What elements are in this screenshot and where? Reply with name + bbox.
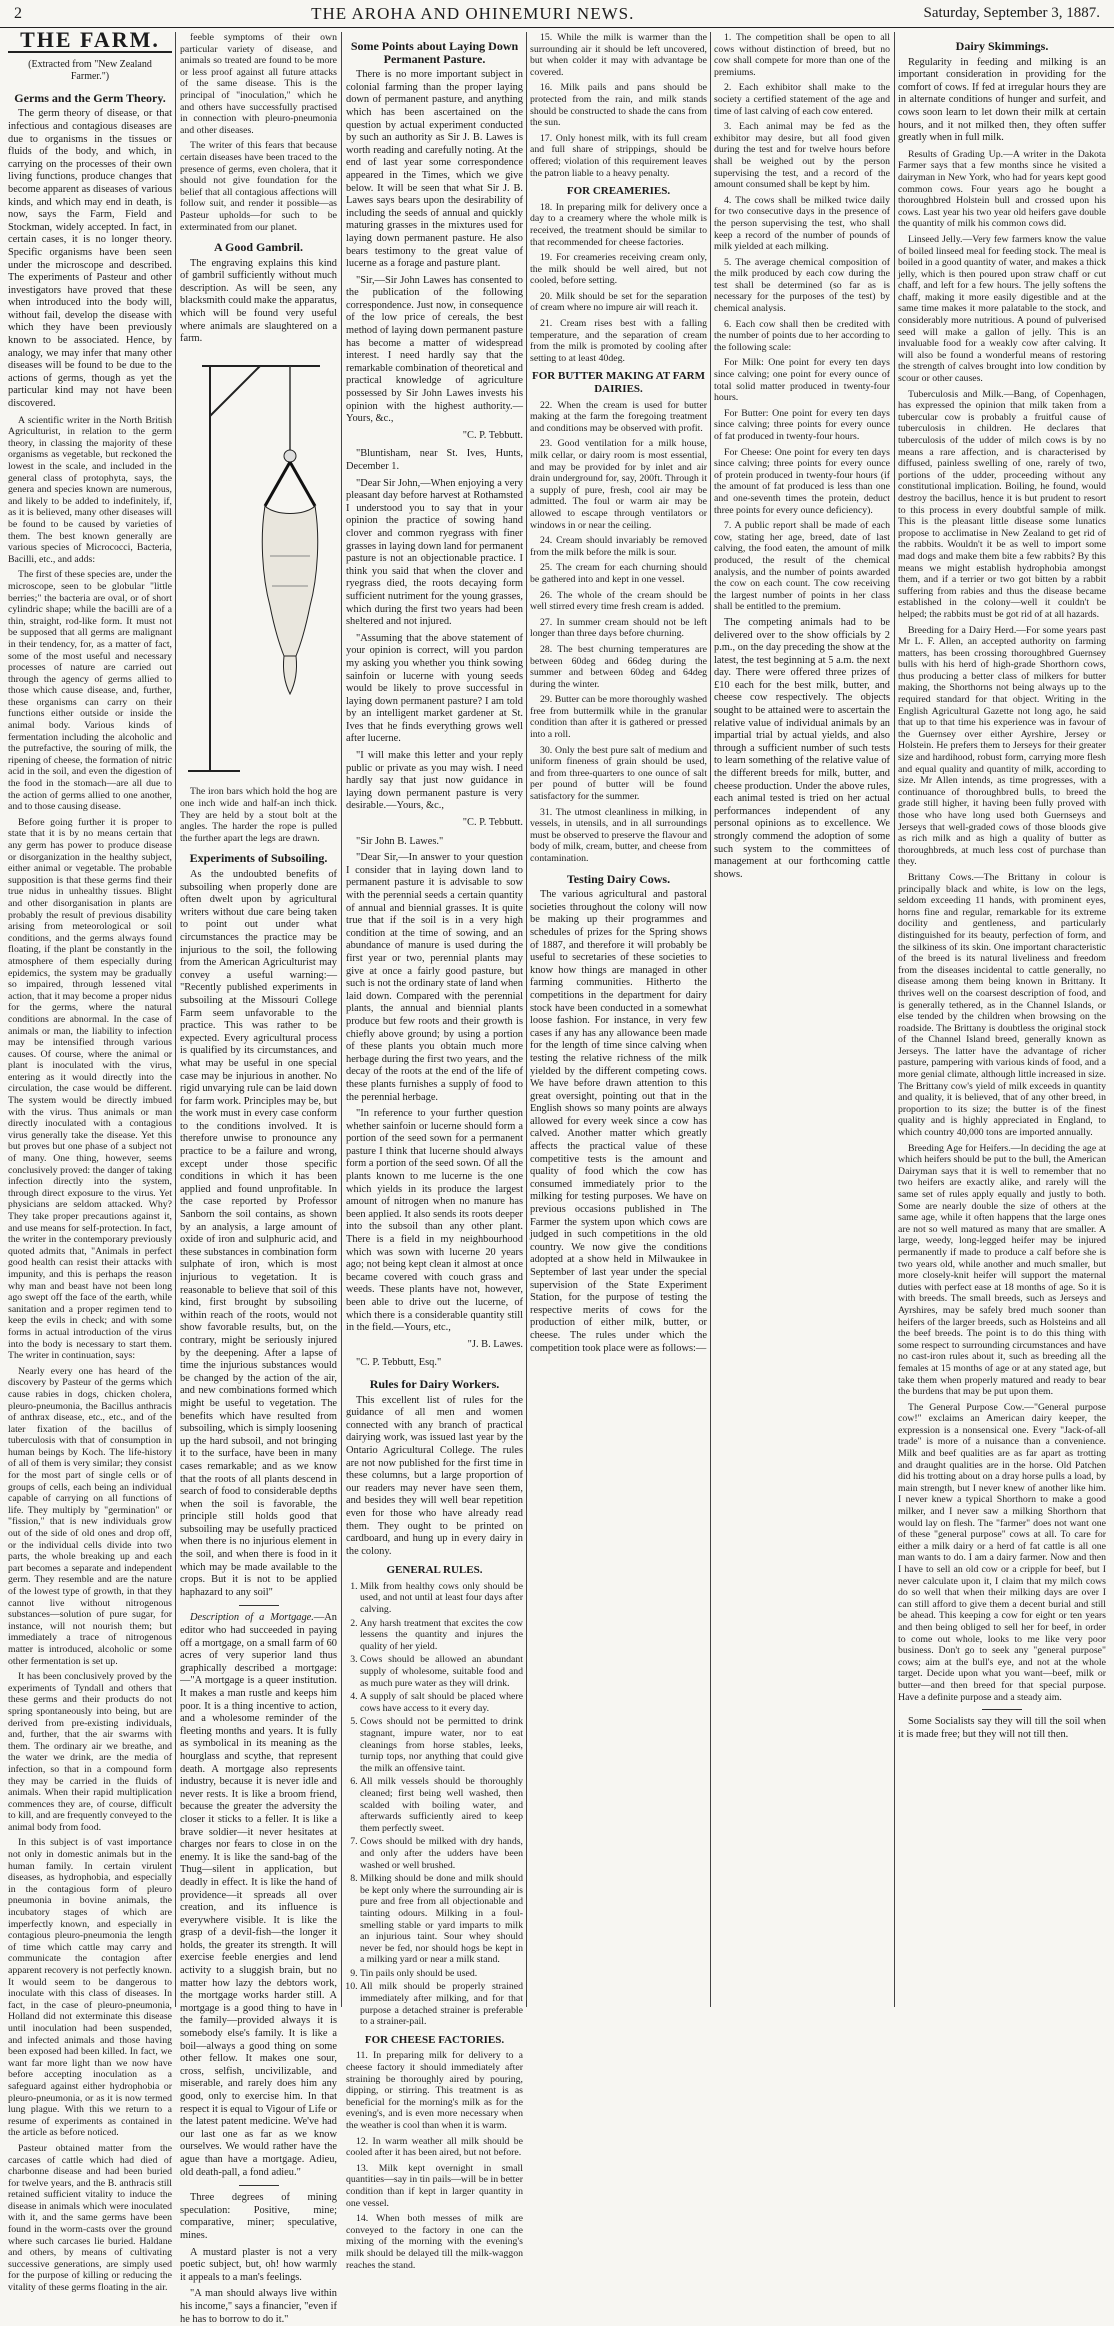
list-item: 9. Tin pails only should be used. (360, 1968, 523, 1980)
signature: "C. P. Tebbutt. (462, 429, 523, 441)
paragraph: The first of these species are, under the microscope, seen to be globular "little berries;" the bacteria are oval, or of short cylindric shape; while the bacilli are of a thin, straight, rod-like form. It must not be supposed that all germs are malignant in their tendency, for, as a matter of fact, some of the most useful and necessary processes of nature are carried out through the agency of germs allied to those which cause disease, and, further, these organisms can carry on their functions either outside or inside the animal body. Various kinds of fermentation including the alcoholic and the putrefactive, the souring of milk, the ripening of cheese, the formation of nitric acid in the soil, and even the digestion of the food in the stomach—are all due to the action of germs allied to one another, and to those causing disease. (8, 569, 172, 813)
pulley (284, 450, 296, 462)
paragraph: 22. When the cream is used for butter making at the farm the foregoing treatment and conditions may be observed with profit. (530, 399, 707, 434)
paragraph: Linseed Jelly.—Very few farmers know the value of boiled linseed meal for feeding stock. The meal is boiled in a good quantity of water, and makes a thick jelly, which is then poured upon straw chaff or cut chaff, and left for a few hours. The jelly softens the chaff, making it more easily digestible and at the same time makes it more palatable to the stock, and considerably more nutritious. A pound of pulverised seed will make a gallon of jelly. This is an invaluable food for a weakly cow after calving. It will also be found a wonderful means of restoring the strength of calves brought into low condition by scour or other causes. (898, 233, 1106, 385)
paragraph: "Sir,—Sir John Lawes has consented to the publication of the following correspondence. Just now, in consequence of the low price of cereals, the best method of laying down permanent pasture has become a matter of widespread interest. I need hardly say that the remarkable combination of theoretical and practical knowledge of agriculture possessed by Sir John Lawes invests his opinion with the highest authority.—Yours, &c., (346, 274, 523, 425)
paragraph: As the undoubted benefits of subsoiling when properly done are often dwelt upon by agricultural writers without due care being taken to point out under what circumstances the practice may be injurious to the soil, the following from the American Agriculturist may convey a useful warning:— "Recently published experiments in subsoiling at the Missouri College Farm seem unfavorable to the practice. This was rather to be expected. Every agricultural process is qualified by its circumstances, and what may be useful in one special case may be injurious in another. No rigid unvarying rule can be laid down for farm work. Principles may be, but the work must in every case conform to the conditions involved. It is therefore unwise to pronounce any practice to be a failure and wrong, except under those specific conditions in which it has been applied and found unprofitable. In the case reported by Professor Sanborn the soil contains, as shown by an analysis, a large amount of oxide of iron and sulphuric acid, and these substances in combination form sulphate of iron, which is most injurious to vegetation. It is reasonable to believe that soil of this kind, first brought by subsoiling within reach of the roots, would not show favorable results, but, on the contrary, might be seriously injured by the deepening. After a lapse of time the injurious substances would be changed by the action of the air, and new combinations formed which might be useful to vegetation. The benefits which have resulted from subsoiling, which is simply loosening up the hard subsoil, and not bringing it to the surface, have been in many cases remarkable; and as we know that the roots of all plants descend in search of food to considerable depths when the soil is favorable, the principle still holds good that subsoiling may be usefully practiced when there is no injurious element in the soil, and when there is food in it which may be made available to the crops. But it is not to be applied haphazard to any soil" (180, 869, 337, 1598)
gambril-illustration (180, 356, 330, 776)
divider (239, 2185, 279, 2186)
hog (262, 506, 317, 694)
newspaper-title: THE AROHA AND OHINEMURI NEWS. (311, 3, 635, 23)
paragraph: Regularity in feeding and milking is an important consideration in providing for the comfort of cows. If fed at irregular hours they are in alternate conditions of hunger and surfeit, and cows soon learn to let down their milk at certain hours, and it not milked then, they often suffer greatly when in full milk. (898, 56, 1106, 144)
article-headline: Dairy Skimmings. (955, 39, 1049, 53)
paragraph: "I will make this letter and your reply public or private as you may wish. I need hardly say that just now guidance in laying down permanent pasture is very desirable.—Yours, &c., (346, 750, 523, 812)
paragraph: 23. Good ventilation for a milk house, milk cellar, or dairy room is most essential, and may be provided for by inlet and air drain underground for, say, 200ft. Through it a supply of pure, fresh, cool air may be admitted. The foul or warm air may be allowed to escape through ventilators or windows in or near the ceiling. (530, 438, 707, 531)
paragraph: Before going further it is proper to state that it is by no means certain that any germ has power to produce disease or disorganization in the healthy subject, either animal or vegetable. The probable supposition is that these germs find their true nidus in unhealthy tissues. Blight and other disorganisation in plants are probably the result of previous disability arising from meteorological or soil conditions, and the germs always found floating, if the plant be constantly in the atmosphere of them especially during epidemics, the system may be gradually so impaired, through lessened vital action, that it may become a proper nidus for the germs, where the natural conditions are abnormal. In the case of animals or man, the liability to infection may be intensified through various causes. Of course, where the animal or plant is inoculated with the virus, entering as it would directly into the circulation, the case would be different. The system would be directly imbued with the virus. Thus animals or man directly inoculated with a contagious virus generally take the disease. Yet this but proves but one phase of a subject not of many. One thing, however, seems conclusively proved: the danger of taking infection directly into the system, through direct exposure to the virus. Yet physicians are seldom attacked. Why? They take proper precautions against it, and use means for self-protection. In fact, the writer in the contemporary previously quoted admits that, "Animals in perfect good health can resist their attacks with impunity, and this is perhaps the reason why man and beast have not been long ago swept off the face of the earth, while sanitation and a proper regimen tend to keep the evils in check; and with some forms in actual introduction of the virus into the body is necessary to start them. The writer in continuation, says: (8, 816, 172, 1362)
paragraph: 27. In summer cream should not be left longer than three days before churning. (530, 616, 707, 640)
article-headline: Rules for Dairy Workers. (369, 1376, 500, 1391)
paragraph: 26. The whole of the cream should be well stirred every time fresh cream is added. (530, 589, 707, 613)
paragraph: 2. Each exhibitor shall make to the society a certified statement of the age and time of last calving of each cow entered. (714, 82, 890, 117)
paragraph: The engraving explains this kind of gambril sufficiently without much description. As will be seen, any blacksmith could make the apparatus, which will be found very useful where animals are slaughtered on a farm. (180, 257, 337, 345)
article-headline: Some Points about Laying Down Permanent Pasture. (350, 39, 519, 66)
subsection-head: FOR CREAMERIES. (566, 185, 671, 198)
list-item: 4. A supply of salt should be placed where cows have access to it every day. (360, 1691, 523, 1714)
paragraph: "C. P. Tebbutt, Esq." (356, 1357, 442, 1369)
paragraph: 5. The average chemical composition of the milk produced by each cow during the test shall be determined (so far as is necessary for the purposes of the test) by chemical analysis. (714, 256, 890, 315)
paragraph: 30. Only the best pure salt of medium and uniform fineness of grain should be used, and from three-quarters to one ounce of salt per pound of butter will be found satisfactory for the summer. (530, 744, 707, 803)
section-title: THE FARM. (8, 34, 172, 53)
subsection-head: FOR BUTTER MAKING AT FARM DAIRIES. (532, 370, 705, 396)
columns (0, 27, 1114, 2325)
masthead (0, 0, 1114, 28)
paragraph: "A man should always live within his income," says a financier, "even if he has to borrow to do it." (180, 2288, 337, 2325)
paragraph: This excellent list of rules for the guidance of all men and women connected with any branch of practical dairying work, was issued last year by the Ontario Agricultural College. The rules are not now published for the first time in these columns, but a large proportion of our readers may never have seen them, and besides they will well bear repetition even for those who have already read them. They ought to be printed on cardboard, and hung up in every dairy in the colony. (346, 1394, 523, 1557)
paragraph: 16. Milk pails and pans should be protected from the rain, and milk stands should be constructed to shade the cans from the sun. (530, 82, 707, 129)
paragraph: Results of Grading Up.—A writer in the Dakota Farmer says that a few months since he visited a dairyman in New York, who had for years kept good common cows. Four years ago he bought a thoroughbred Holstein bull and crossed upon his cows. Last year his two year old heifers gave double the quantity of milk his common cows did. (898, 148, 1106, 230)
paragraph: Brittany Cows.—The Brittany in colour is principally black and white, is low on the legs, seldom exceeding 11 hands, with prominent eyes, horns fine and regular, remarkable for its extreme docility and gentleness, and particularly distinguished for its beauty, perfection of form, and the silkiness of its skin. One important characteristic of the breed is its natural liveliness and freedom from the diseases incidental to cattle generally, no disease among them being known in Brittany. It thrives well on the coarsest description of food, and is generally tethered, as in the Channel Islands, or else tended by the children when browsing on the roadside. The Brittany is doubtless the original stock of the Channel Island breed, generally known as Jerseys. The latter have the advantage of richer pasture, pampering with various kinds of food, and a more genial climate, although little increased in size. The Brittany cow's yield of milk exceeds in quantity and quality, it is believed, that of any other breed, in proportion to its size; the butter is of the finest quality and is highly appreciated in England, to which country 40,000 tons are imported annually. (898, 871, 1106, 1139)
paragraph: For Butter: One point for every ten days since calving; three points for every ounce of fat produced in twenty-four hours. (714, 407, 890, 442)
paragraph: 12. In warm weather all milk should be cooled after it has been aired, but not before. (346, 2135, 523, 2159)
paragraph: A mustard plaster is not a very poetic subject, but, oh! how warmly it appeals to a man's feelings. (180, 2246, 337, 2283)
paragraph: "Dear Sir John,—When enjoying a very pleasant day before harvest at Rothamsted I understood you to say that in your opinion the practice of sowing hand clover and common ryegrass with finer grasses in laying down land for permanent pasture is not an objectionable practice. I think you said that when the clover and ryegrass died, the roots decaying form sufficient nutriment for the young grasses, which during the first two years had been sheltered and not injured. (346, 477, 523, 628)
list-item: 5. Cows should not be permitted to drink stagnant, impure water, nor to eat cleanings from horse stables, leeks, turnip tops, nor anything that could give the milk an offensive taint. (360, 1716, 523, 1774)
list-item: 6. All milk vessels should be thoroughly cleaned; first being well washed, then scalded with boiling water, and afterwards sufficiently aired to keep them perfectly sweet. (360, 1776, 523, 1834)
paragraph: "Assuming that the above statement of your opinion is correct, will you pardon my asking you whether you think sowing sainfoin or lucerne with young seeds would be likely to prove successful in laying down permanent pasture? I am told by an intelligent market gardener at St. Ives that he finds everything grows well after lucerne. (346, 632, 523, 745)
list-item: 3. Cows should be allowed an abundant supply of wholesome, suitable food and as much pure water as they will drink. (360, 1654, 523, 1689)
paragraph: 17. Only honest milk, with its full cream and full share of strippings, should be offered; violation of this requirement leaves the patron liable to a heavy penalty. (530, 132, 707, 179)
divider (982, 1709, 1022, 1710)
paragraph: It has been conclusively proved by the experiments of Tyndall and others that these germs and their products do not spring spontaneously into being, but are derived from pre-existing individuals, and, further, that the air swarms with them. The ordinary air we breathe, and the water we drink, are the media of infection, so that in a compound form they may be carried in the fluids of animals. When their rapid multiplication commences they are, of course, difficult to kill, and are frequently conveyed to the animal body from food. (8, 1671, 172, 1833)
paragraph: 31. The utmost cleanliness in milking, in vessels, in utensils, and in all surroundings must be observed to preserve the flavour and body of milk, cream, butter, and cheese from contamination. (530, 806, 707, 864)
paragraph: 25. The cream for each churning should be gathered into and kept in one vessel. (530, 562, 707, 585)
paragraph: 6. Each cow shall then be credited with the number of points due to her according to the following scale: (714, 318, 890, 353)
paragraph: Some Socialists say they will till the soil when it is made free; but they will not till then. (898, 1716, 1106, 1740)
page-number: 2 (14, 4, 22, 22)
paragraph-lead: Description of a Mortgage. (190, 1612, 314, 1624)
paragraph: "Bluntisham, near St. Ives, Hunts, December 1. (346, 448, 523, 472)
paragraph: "In reference to your further question whether sainfoin or lucerne should form a portion of the seed sown for a permanent pasture I think that lucerne should always form a portion of the seed sown. Of all the plants known to me lucerne is the one which yields in its produce the largest amount of nitrogen when no manure has been applied. It also sends its roots deeper into the subsoil than any other plant. There is a field in my neighbourhood which was sown with lucerne 20 years ago; not being kept clean it almost at once became covered with couch grass and weeds. These plants have not, however, been able to drive out the lucerne, of which there is a considerable quantity still in the field.—Yours, etc., (346, 1108, 523, 1334)
paragraph: 3. Each animal may be fed as the exhibitor may desire, but all food given during the test and for twelve hours before shall be weighed out by the person supervising the test, and a record of the amount consumed shall be kept by him. (714, 121, 890, 191)
paragraph-body: —An editor who had succeeded in paying off a mortgage, on a small farm of 60 acres of very superior land thus graphically described a mortgage:—"A mortgage is a queer institution. It makes a man rustle and keeps him poor. It is a thing incentive to action, and a wholesome reminder of the fleeting months and years. It is fully as symbolical in its meaning as the hourglass and scythe, that represent death. A mortgage also represents industry, because it is never idle and never rests. It is like a broom friend, because the greater the adversity the closer it sticks to a feller. It is like a brave soldier—it never hesitates at charges nor fears to close in on the enemy. It is like the sand-bag of the Thug—silent in application, but deadly in effect. It is like the hand of providence—it spreads all over creation, and its influence is everywhere visible. It is like the grasp of a devil-fish—the longer it holds, the greater its strength. It will exercise feeble energies and lend activity to a sluggish brain, but no matter how lazy the debtors work, the mortgage works harder still. A mortgage is a good thing to have in the family—provided always it is somebody else's family. It is like a boil—always a good thing on some other fellow. It makes one sour, cross, selfish, uncivilizable, and miserable, and rarely does him any good, only to exercise him. In that respect it is equal to Vigour of Life or the latest patent medicine. We've had our last one as far as we know ourselves. We would rather have the ague than have a mortgage. Adieu, old death-pall, a fond adieu." (180, 1612, 337, 2178)
paragraph: feeble symptoms of their own particular variety of disease, and animals so treated are found to be more or less proof against all future attacks of the same disease. This is the principal of "inoculation," which he and others have successfully practised in connection with pleuro-pneumonia and other diseases. (180, 32, 337, 136)
paragraph: 29. Butter can be more thoroughly washed free from buttermilk while in the granular condition than after it is gathered or pressed into a roll. (530, 694, 707, 741)
column-3 (346, 32, 523, 2271)
paragraph: 1. The competition shall be open to all cows without distinction of breed, but no cow shall compete for more than one of the premiums. (714, 32, 890, 78)
signature: "C. P. Tebbutt. (462, 817, 523, 829)
paragraph: 13. Milk kept overnight in small quantities—say in tin pails—will be in better condition than if kept in larger quantity in one vessel. (346, 2162, 523, 2209)
source-note: (Extracted from "New Zealand Farmer.") (28, 58, 152, 83)
article-headline: Experiments of Subsoiling. (189, 851, 328, 866)
paragraph: The germ theory of disease, or that infectious and contagious diseases are due to organisms in the tissues or fluids of the body, and which, in carrying on the processes of their own living functions, produce changes that become apparent as diseases of various kinds, and which may end in death, is now, says the Farm, Field and Stockman, widely accepted. In fact, in certain cases, it is no longer theory. Specific organisms have been seen under the microscope and described. The experiments of Pasteur and other investigators have proved that these when introduced into the body will, without fail, develop the disease with which they have been previously known to be associated. Hence, by analogy, we may infer that many other diseases will be found to be due to the actions of germs, though as yet the particular kind may not have been discovered. (8, 108, 172, 410)
subsection-head: GENERAL RULES. (386, 1564, 483, 1577)
column-1 (8, 27, 172, 2294)
paragraph: 18. In preparing milk for delivery once a day to a creamery where the whole milk is received, the treatment should be similar to that recommended for cheese factories. (530, 201, 707, 248)
paragraph: 24. Cream should invariably be removed from the milk before the milk is sour. (530, 535, 707, 558)
article-headline: A Good Gambril. (213, 240, 303, 255)
subsection-head: FOR CHEESE FACTORIES. (364, 2033, 505, 2046)
paragraph: 20. Milk should be set for the separation of cream where no impure air will reach it. (530, 290, 707, 314)
rules-list (346, 1581, 523, 2028)
figure-caption: The iron bars which hold the hog are one inch wide and half-an inch thick. They are held by a stout bolt at the angles. The harder the rope is pulled the further apart the legs are drawn. (180, 786, 337, 844)
paragraph: Breeding Age for Heifers.—In deciding the age at which heifers should be put to the bull, the American Dairyman says that it is well to remember that no two heifers are exactly alike, and rarely will the same set of rules apply equally and justly to both. Some are nearly double the size of others at the same age, while it often happens that the large ones are not so well matured as many that are smaller. A large, weedy, long-legged heifer may be injured permanently if made to produce a calf before she is two years old, while another and much smaller, but more closely-knit heifer will support the maternal duties with perfect ease at 18 months of age. So it is with breeds. The small breeds, such as Jerseys and Ayrshires, may be safely bred much sooner than heifers of the larger breeds, such as Holsteins and all the beef breeds. The point is to do this thing with some respect to surrounding circumstances and have no cast-iron rules about it, such as breeding all the females at 15 months of age or at any stated age, but take them when properly matured and ready to bear the burdens that may be put upon them. (898, 1142, 1106, 1398)
paragraph: The competing animals had to be delivered over to the show officials by 2 p.m., on the day preceding the show at the latest, the test beginning at 5 a.m. the next day. There were offered three prizes of £10 each for the best milk, butter, and cheese cow respectively. The objects sought to be attained were to ascertain the relative value of individual animals by an impartial trial by actual yields, and also through a sufficient number of such tests to learn something of the relative value of the different breeds for milk, butter, and cheese production. Under the above rules, each animal tested is tried on her actual performances independent of any personal opinions as to excellence. We strongly commend the adoption of some such system to the committees of management at our forthcoming cattle shows. (714, 616, 890, 880)
paragraph: Nearly every one has heard of the discovery by Pasteur of the germs which cause rabies in dogs, chicken cholera, pleuro-pneumonia, the Bacillus anthracis of anthrax disease, etc., etc., and of the later fixation of the bacillus of tuberculosis with that of consumption in human beings by Koch. The life-history of all of them is very similar; they consist for the most part of single cells or of groups of cells, each being an individual capable of carrying on all functions of life. They multiply by "germination" or "fission," that is new individuals grow out of the side of old ones and drop off, or the individual cells divide into two parts, the whole breaking up and each part becomes a separate and independent germ. They resemble and are the nature of the lowest type of growth, in that they cannot live without nitrogenous substances—solution of pure sugar, for instance, will not nourish them; but immediately a trace of nitrogenous matter is introduced, alcoholic or some other fermentation is set up. (8, 1365, 172, 1667)
paragraph: In this subject is of vast importance not only in domestic animals but in the human family. In certain virulent diseases, as hydrophobia, and especially in the contagious form of pleuro pneumonia in bovine animals, the incubatory stages of which are imperfectly known, and especially in contagious pleuro-pneumonia the length of time which cattle may carry and communicate the contagion after apparent recovery is not perfectly known. It would seem to be dangerous to inoculate with this class of diseases. In fact, in the case of pleuro-pneumonia, Holland did not exterminate this disease until inoculation had been suspended, and infected animals and those having been exposed had been killed. In fact, we want far more light than we now have before accepting inoculation as a safeguard against either hydrophobia or pleuro-pneumonia, or as it is now termed lung plague. With this we return to a resume of experiments as contained in the article as before noticed. (8, 1837, 172, 2139)
issue-date: Saturday, September 3, 1887. (923, 5, 1100, 21)
paragraph: 7. A public report shall be made of each cow, stating her age, breed, date of last calving, the food eaten, the amount of milk produced, the result of the chemical analysis, and the number of points awarded the cow on each count. The cow receiving the largest number of points in her class shall be entitled to the premium. (714, 520, 890, 613)
paragraph: Tuberculosis and Milk.—Bang, of Copenhagen, has expressed the opinion that milk taken from a tubercular cow is probably a fruitful cause of tuberculosis in children. He declares that tuberculosis of the udder of milch cows is by no means a rare affection, and is characterised by diffused, painless swelling of one, rarely of two, portions of the udder, proceeding without any constitutional implication. Boiling, he found, would destroy the bacillus, hence it is but prudent to resort to this process in every doubtful sample of milk. This is the pleasant little disease some lunatics propose to acclimatise in New Zealand to get rid of the rabbits. Wouldn't it be as well to import some mad dogs and make them bite a few rabbits? By this means we might establish hydrophobia amongst them, and if a terrier or two got bitten by a rabbit suffering from rabies and thus the disease became established in the colony—well it couldn't be helped; the rabbits must be got rid of at all hazards. (898, 388, 1106, 620)
paragraph: 21. Cream rises best with a falling temperature, and the separation of cream from the milk is promoted by cooling after setting to at least 40deg. (530, 318, 707, 364)
paragraph: For Cheese: One point for every ten days since calving; three points for every ounce of protein produced in twenty-four hours (if the amount of fat produced is less than one and one-seventh times the protein, deduct three points for every ounce deficiency). (714, 446, 890, 516)
paragraph: "Dear Sir,—In answer to your question I consider that in laying down land to permanent pasture it is advisable to sow with the perennial seeds a certain quantity of annual and biennial grasses. It is quite true that if the soil is in a very high condition at the time of sowing, and an abundance of manure is used during the first year or two, perennial plants may give at once a fairly good pasture, but such is not the ordinary state of land when laid down. Compared with the perennial plants, the annual and biennial plants produce but few roots and their growth is chiefly above ground; by using a portion of these plants you obtain much more herbage during the first two years, and the decay of the roots at the end of the life of these plants furnishes a supply of food to the perennial herbage. (346, 852, 523, 1103)
paragraph (180, 1612, 337, 2179)
paragraph: Pasteur obtained matter from the carcases of cattle which had died of charbonne disease and had been buried for twelve years, and the B. anthracis still retained sufficient vitality to induce the disease in animals which were inoculated with it, and the same germs have been found in the worm-casts over the ground where such carcases lie buried. Haldane and others, by means of cultivating successive generations, are simply used for the purpose of killing or reducing the vitality of these germs floating in the air. (8, 2142, 172, 2294)
paragraph: 11. In preparing milk for delivery to a cheese factory it should immediately after straining be thoroughly aired by pouring, dipping, or stirring. This treatment is as beneficial for the morning's milk as for the evening's, and is even more necessary when the weather is cool than when it is warm. (346, 2050, 523, 2131)
paragraph: "Sir John B. Lawes." (356, 835, 444, 847)
paragraph: A scientific writer in the North British Agriculturist, in relation to the germ theory, in classing the majority of these organisms as vegetable, but reckoned the lowest in the scale, and included in the general class of protophyta, says, the genera and species known are numerous, and likely to be added to indefinitely, if, as it is believed, many other diseases will be found to be caused by varieties of them. The best known generally are various species of Micrococci, Bacteria, Bacilli, etc., and adds: (8, 414, 172, 565)
paragraph: Three degrees of mining speculation: Positive, mine; comparative, miner; speculative, mines. (180, 2192, 337, 2241)
list-item: 7. Cows should be milked with dry hands, and only after the udders have been washed or well brushed. (360, 1836, 523, 1871)
list-item: 10. All milk should be properly strained immediately after milking, and for that purpose a detached strainer is preferable to a strainer-pail. (360, 1981, 523, 2027)
column-6 (898, 32, 1106, 2007)
column-4 (530, 32, 707, 2007)
paragraph: 15. While the milk is warmer than the surrounding air it should be left uncovered, but when colder it may with advantage be covered. (530, 32, 707, 78)
gambril-bars (265, 462, 315, 506)
paragraph: There is no more important subject in colonial farming than the proper laying down of permanent pasture, and anything which has been ascertained on the question by actual experiment conducted by such an authority as Sir J. B. Lawes is worth reading and carefully noting. At the end of last year some correspondence appeared in the Times, which we give below. It will be seen that what Sir J. B. Lawes says bears upon the desirability of including the seeds of annual and quickly maturing grasses in the mixtures used for laying down permanent pasture. He also bears testimony to the great value of lucerne as a forage and pasture plant. (346, 69, 523, 270)
paragraph: For Milk: One point for every ten days since calving; one point for every ounce of total solid matter produced in twenty-four hours. (714, 357, 890, 404)
paragraph: 4. The cows shall be milked twice daily for two consecutive days in the presence of the person supervising the test, who shall keep a record of the number of pounds of milk yielded at each milking. (714, 194, 890, 253)
signature: "J. B. Lawes. (467, 1338, 523, 1350)
list-item: 2. Any harsh treatment that excites the cow lessens the quantity and injures the quality of her yield. (360, 1618, 523, 1653)
list-item: 1. Milk from healthy cows only should be used, and not until at least four days after calving. (360, 1581, 523, 1616)
paragraph: The various agricultural and pastoral societies throughout the colony will now be making up their programmes and schedules of prizes for the Spring shows of 1887, and therefore it will probably be useful to secretaries of these societies to know how things are managed in other farming communities. Hitherto the competitions in the department for dairy stock have been conducted in a somewhat loose fashion. For instance, in very few cases if any has any allowance been made for the length of time since calving when testing the relative richness of the milk yielded by the different competing cows. We have before drawn attention to this great oversight, pointing out that in the English shows so many points are always allowed for every week since a cow has calved. Another matter which greatly affects the practical value of these competitive tests is the amount and quality of food which the cow has consumed immediately prior to the milking for testing purposes. We have on previous occasions published in The Farmer the system upon which cows are judged in such competitions in the old country. We now give the conditions adopted at a show held in Milwaukee in September of last year under the special supervision of the State Experiment Station, for the purpose of testing the respective merits of cows for the production of either milk, butter, or cheese. The rules under which the competition took place were as follows:— (530, 889, 707, 1354)
divider (239, 1605, 279, 1606)
column-5 (714, 32, 890, 2007)
paragraph: The writer of this fears that because certain diseases have been traced to the presence of germs, even cholera, that it should not give foundation for the belief that all contagious affections will follow suit, and render it possible—as Pasteur upholds—for such to be exterminated from our planet. (180, 140, 337, 233)
paragraph: 28. The best churning temperatures are between 60deg and 66deg during the summer and between 60deg and 64deg during the winter. (530, 643, 707, 690)
article-headline: Germs and the Germ Theory. (14, 90, 166, 105)
column-2 (180, 32, 337, 2325)
paragraph: 14. When both messes of milk are conveyed to the factory in one can the mixing of the morning with the evening's milk should be delayed till the milk-waggon reaches the stand. (346, 2213, 523, 2271)
paragraph: Breeding for a Dairy Herd.—For some years past Mr L. F. Allen, an accepted authority on farming matters, has been crossing thoroughbred Guernsey bulls with his herd of high-grade Shorthorn cows, thus producing a better class of milkers for butter making, the Shorthorns not being always up to the required standard for that object. Writing in the English Agricultural Gazette not long ago, he said that up to that time his experience was in favour of the Guernsey over either Ayrshire, Jersey or Holstein. He prefers them to Jerseys for their greater size and hardihood, robust form, carrying more flesh and equal quality and quantity of milk, according to size. Mr Allen intends, as time progresses, with a continuance of thoroughbred bulls, to breed the grade still higher, it having been fully proved with those who have long used both Guernseys and Jerseys that well-graded cows of those bloods give as rich milk and as high a quality of butter as thoroughbreds, at much less cost of purchase than they. (898, 624, 1106, 868)
list-item: 8. Milking should be done and milk should be kept only where the surrounding air is pure and free from all objectionable and tainting odours. Milking in a foul-smelling stable or yard imparts to milk an injurious taint. Sour whey should never be fed, nor should hogs be kept in a milking yard or near a milk stand. (360, 1873, 523, 1966)
paragraph: The General Purpose Cow.—"General purpose cow!" exclaims an American dairy keeper, the expression is a nonsensical one. Every "Jack-of-all trade" is more of a nuisance than a convenience. Milk and beef qualities are as far apart as trotting and draught qualities are in the horse. Old Patchen did his trotting about on a dray horse pulls a load, by main strength, but I never knew of another like him. I never knew a typical Shorthorn to make a good milker, and I never saw a milking Shorthorn that would lay on flesh. The "farmer" does not want one of these "general purpose" cows at all. To care for either a milk dairy or a herd of fat cattle is all one man wants to do. I am a dairy farmer. Now and then I have to sell an old cow or a cripple for beef, but I never calculate upon it, I claim that my milch cows do so well that when their milking days are over I can still afford to give them a decent burial and still be ahead. This keeping a cow for eight or ten years and then being obliged to sell her for beef, in order to come out whole, looks to me like very poor business. Don't go to seek any "general purpose" cows; aim at the bull's eye, and not at the whole target. Decide upon what you want—beef, milk or butter—and then breed for that special purpose. Have a definite purpose and a steady aim. (898, 1401, 1106, 1703)
paragraph: 19. For creameries receiving cream only, the milk should be well aired, but not cooled, before setting. (530, 252, 707, 287)
article-headline: Testing Dairy Cows. (566, 871, 671, 886)
